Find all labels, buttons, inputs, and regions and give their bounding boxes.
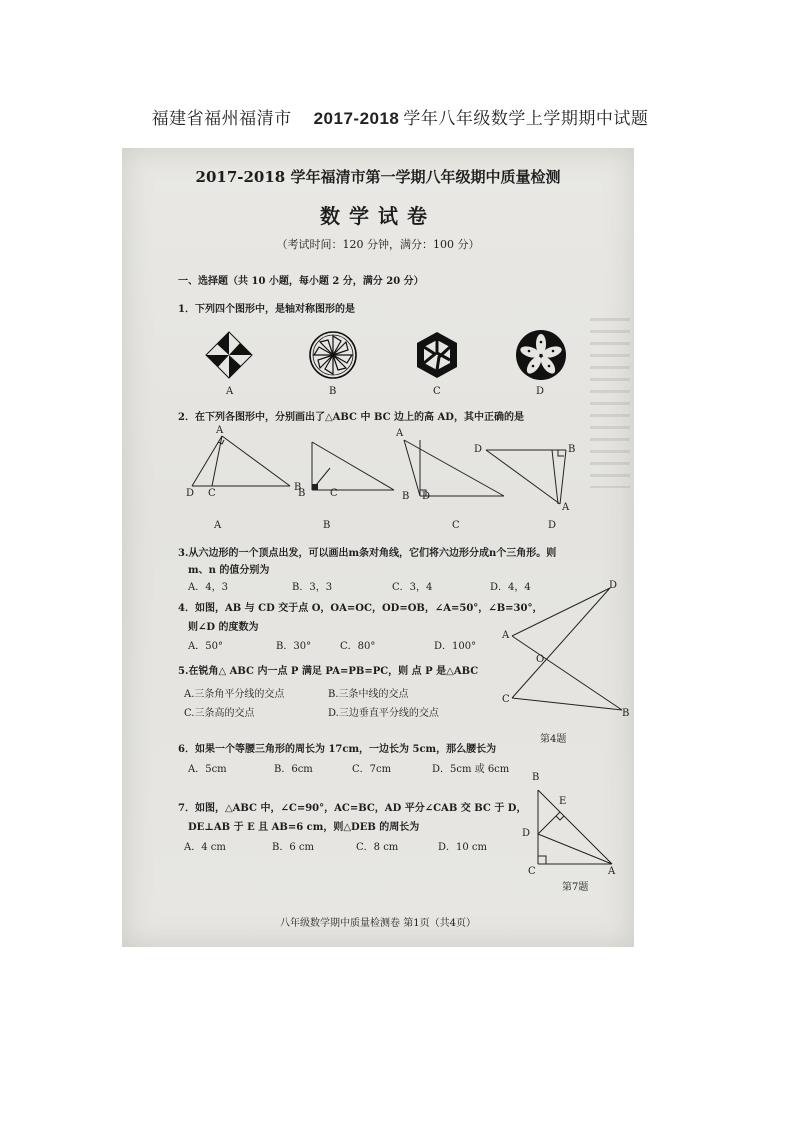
q1-figure-c bbox=[411, 329, 463, 381]
question-3-line1: 3.从六边形的一个顶点出发，可以画出m条对角线，它们将六边形分成n个三角形。则 bbox=[178, 548, 557, 559]
q4-point-a: A bbox=[502, 630, 510, 641]
q2-label-c: C bbox=[452, 520, 460, 531]
question-2-stem: 2．在下列各图形中，分别画出了△ABC 中 BC 边上的高 AD，其中正确的是 bbox=[178, 412, 524, 423]
exam-title: 2017-2018 学年福清市第一学期八年级期中质量检测 bbox=[195, 168, 561, 186]
question-1-stem: 1．下列四个图形中，是轴对称图形的是 bbox=[178, 304, 355, 315]
q6-option-b: B．6cm bbox=[274, 764, 313, 775]
page-footer: 八年级数学期中质量检测卷 第1页（共4页） bbox=[280, 918, 476, 929]
q7-option-b: B．6 cm bbox=[272, 842, 314, 853]
question-4-line2: 则∠D 的度数为 bbox=[188, 622, 259, 633]
q5-option-b: B.三条中线的交点 bbox=[328, 689, 409, 700]
q4-option-b: B．30° bbox=[276, 641, 312, 652]
q7-point-d: D bbox=[522, 828, 531, 839]
q7-point-e: E bbox=[559, 796, 567, 807]
q5-option-d: D.三边垂直平分线的交点 bbox=[328, 708, 439, 719]
title-prefix: 福建省福州福清市 bbox=[151, 109, 292, 129]
q7-caption: 第7题 bbox=[562, 882, 589, 893]
q1-label-d: D bbox=[536, 386, 545, 397]
q1-figure-d bbox=[515, 329, 567, 381]
q2-figure-a bbox=[186, 430, 298, 500]
q2c-vertex-d: D bbox=[422, 491, 431, 502]
q1-label-b: B bbox=[329, 386, 337, 397]
q2a-vertex-d: D bbox=[186, 488, 195, 499]
q1-label-c: C bbox=[433, 386, 441, 397]
q2-label-b: B bbox=[323, 520, 331, 531]
question-5-stem: 5.在锐角△ ABC 内一点 P 满足 PA=PB=PC，则 点 P 是△ABC bbox=[178, 666, 479, 677]
q2a-vertex-c: C bbox=[208, 488, 216, 499]
title-suffix: 学年八年级数学上学期期中试题 bbox=[403, 109, 649, 129]
q2b-vertex-b: B bbox=[298, 488, 306, 499]
q7-option-c: C．8 cm bbox=[356, 842, 399, 853]
q1-figure-b bbox=[308, 330, 358, 380]
q4-point-b: B bbox=[622, 708, 630, 719]
scanned-exam-page bbox=[122, 148, 634, 947]
q2-figure-d bbox=[482, 442, 572, 510]
q2a-vertex-a: A bbox=[216, 425, 224, 436]
q5-option-c: C.三条高的交点 bbox=[184, 708, 255, 719]
question-7-line1: 7．如图，△ABC 中，∠C=90°，AC=BC，AD 平分∠CAB 交 BC 于 D， bbox=[178, 803, 527, 814]
q2c-vertex-a: A bbox=[396, 428, 404, 439]
q7-point-b: B bbox=[532, 772, 540, 783]
q6-option-a: A．5cm bbox=[188, 764, 227, 775]
q7-figure bbox=[530, 786, 620, 870]
q4-option-d: D．100° bbox=[434, 641, 477, 652]
q2-figure-b bbox=[302, 438, 402, 500]
q3-option-d: D．4，4 bbox=[490, 582, 531, 593]
q4-option-c: C．80° bbox=[340, 641, 376, 652]
q7-point-a: A bbox=[608, 866, 616, 877]
exam-info: （考试时间：120 分钟，满分：100 分） bbox=[276, 238, 480, 251]
q1-figure-a bbox=[204, 330, 254, 380]
question-3-line2: m、n 的值分别为 bbox=[188, 565, 270, 576]
exam-subtitle: 数学试卷 bbox=[320, 204, 436, 228]
q3-option-b: B．3，3 bbox=[292, 582, 333, 593]
q2a-vertex-b: B bbox=[294, 482, 302, 493]
q4-option-a: A．50° bbox=[188, 641, 223, 652]
q6-option-d: D．5cm 或 6cm bbox=[432, 764, 510, 775]
section-heading: 一、选择题（共 10 小题，每小题 2 分，满分 20 分） bbox=[178, 276, 424, 287]
q2-label-d: D bbox=[548, 520, 557, 531]
page-bleed-through bbox=[590, 318, 630, 488]
question-4-line1: 4．如图，AB 与 CD 交于点 O，OA=OC，OD=OB，∠A=50°，∠B=30°， bbox=[178, 603, 543, 614]
q7-option-a: A．4 cm bbox=[184, 842, 226, 853]
title-years: 2017-2018 bbox=[313, 109, 400, 128]
q2c-vertex-b: B bbox=[402, 491, 410, 502]
q2d-vertex-a: A bbox=[562, 502, 570, 513]
q6-option-c: C．7cm bbox=[352, 764, 392, 775]
document-title bbox=[0, 104, 800, 129]
q5-option-a: A.三条角平分线的交点 bbox=[184, 689, 285, 700]
q4-caption: 第4题 bbox=[540, 734, 567, 745]
q4-point-o: O bbox=[536, 654, 545, 665]
q7-point-c: C bbox=[528, 866, 536, 877]
question-6-stem: 6．如果一个等腰三角形的周长为 17cm，一边长为 5cm，那么腰长为 bbox=[178, 744, 497, 755]
q1-label-a: A bbox=[226, 386, 234, 397]
q2d-vertex-d: D bbox=[474, 444, 483, 455]
q3-option-c: C．3，4 bbox=[392, 582, 433, 593]
q2-label-a: A bbox=[214, 520, 222, 531]
q2d-vertex-b: B bbox=[568, 444, 576, 455]
question-7-line2: DE⊥AB 于 E 且 AB=6 cm，则△DEB 的周长为 bbox=[188, 822, 420, 833]
q3-option-a: A．4，3 bbox=[188, 582, 228, 593]
q4-point-c: C bbox=[502, 694, 510, 705]
q2b-vertex-c: C bbox=[330, 488, 338, 499]
q4-figure bbox=[510, 586, 626, 716]
q4-point-d: D bbox=[609, 580, 618, 591]
q7-option-d: D．10 cm bbox=[438, 842, 488, 853]
